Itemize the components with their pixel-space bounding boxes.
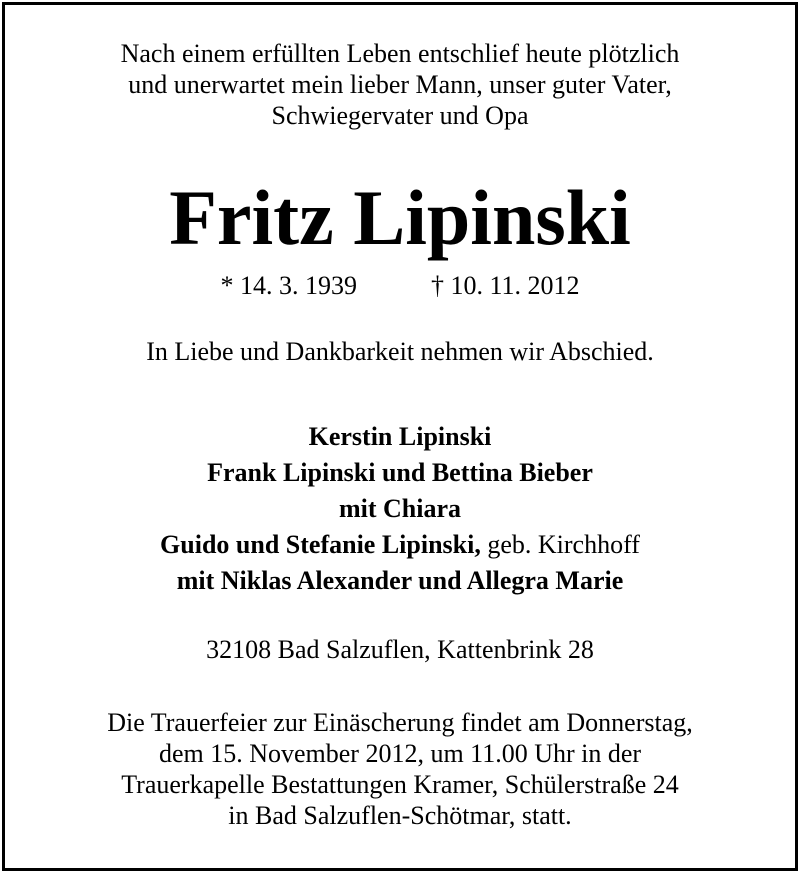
family-line-4-maiden: geb. Kirchhoff (480, 530, 640, 559)
death-date: † 10. 11. 2012 (430, 271, 580, 300)
life-dates (0, 270, 800, 301)
address: 32108 Bad Salzuflen, Kattenbrink 28 (206, 635, 594, 664)
family-line-3: mit Chiara (338, 494, 462, 523)
birth-date: * 14. 3. 1939 (220, 271, 357, 300)
service-line-2: dem 15. November 2012, um 11.00 Uhr in der (158, 739, 642, 768)
service-line-1: Die Trauerfeier zur Einäscherung findet am Donnerstag, (107, 708, 693, 737)
family-line-1: Kerstin Lipinski (308, 422, 492, 451)
intro-line-1: Nach einem erfüllten Leben entschlief heute plötzlich (120, 39, 680, 68)
family-line-2: Frank Lipinski und Bettina Bieber (207, 458, 593, 487)
service-line-3: Trauerkapelle Bestattungen Kramer, Schülerstraße 24 (121, 770, 679, 799)
deceased-name: Fritz Lipinski (169, 174, 631, 261)
family-line-4-names: Guido und Stefanie Lipinski, (160, 530, 481, 559)
farewell-text: In Liebe und Dankbarkeit nehmen wir Abschied. (146, 337, 654, 366)
intro-line-2: und unerwartet mein lieber Mann, unser guter Vater, (128, 70, 672, 99)
intro-line-3: Schwiegervater und Opa (271, 101, 529, 130)
family-line-5: mit Niklas Alexander und Allegra Marie (176, 566, 624, 595)
service-line-4: in Bad Salzuflen-Schötmar, statt. (228, 801, 572, 830)
family-line-4 (0, 527, 800, 563)
